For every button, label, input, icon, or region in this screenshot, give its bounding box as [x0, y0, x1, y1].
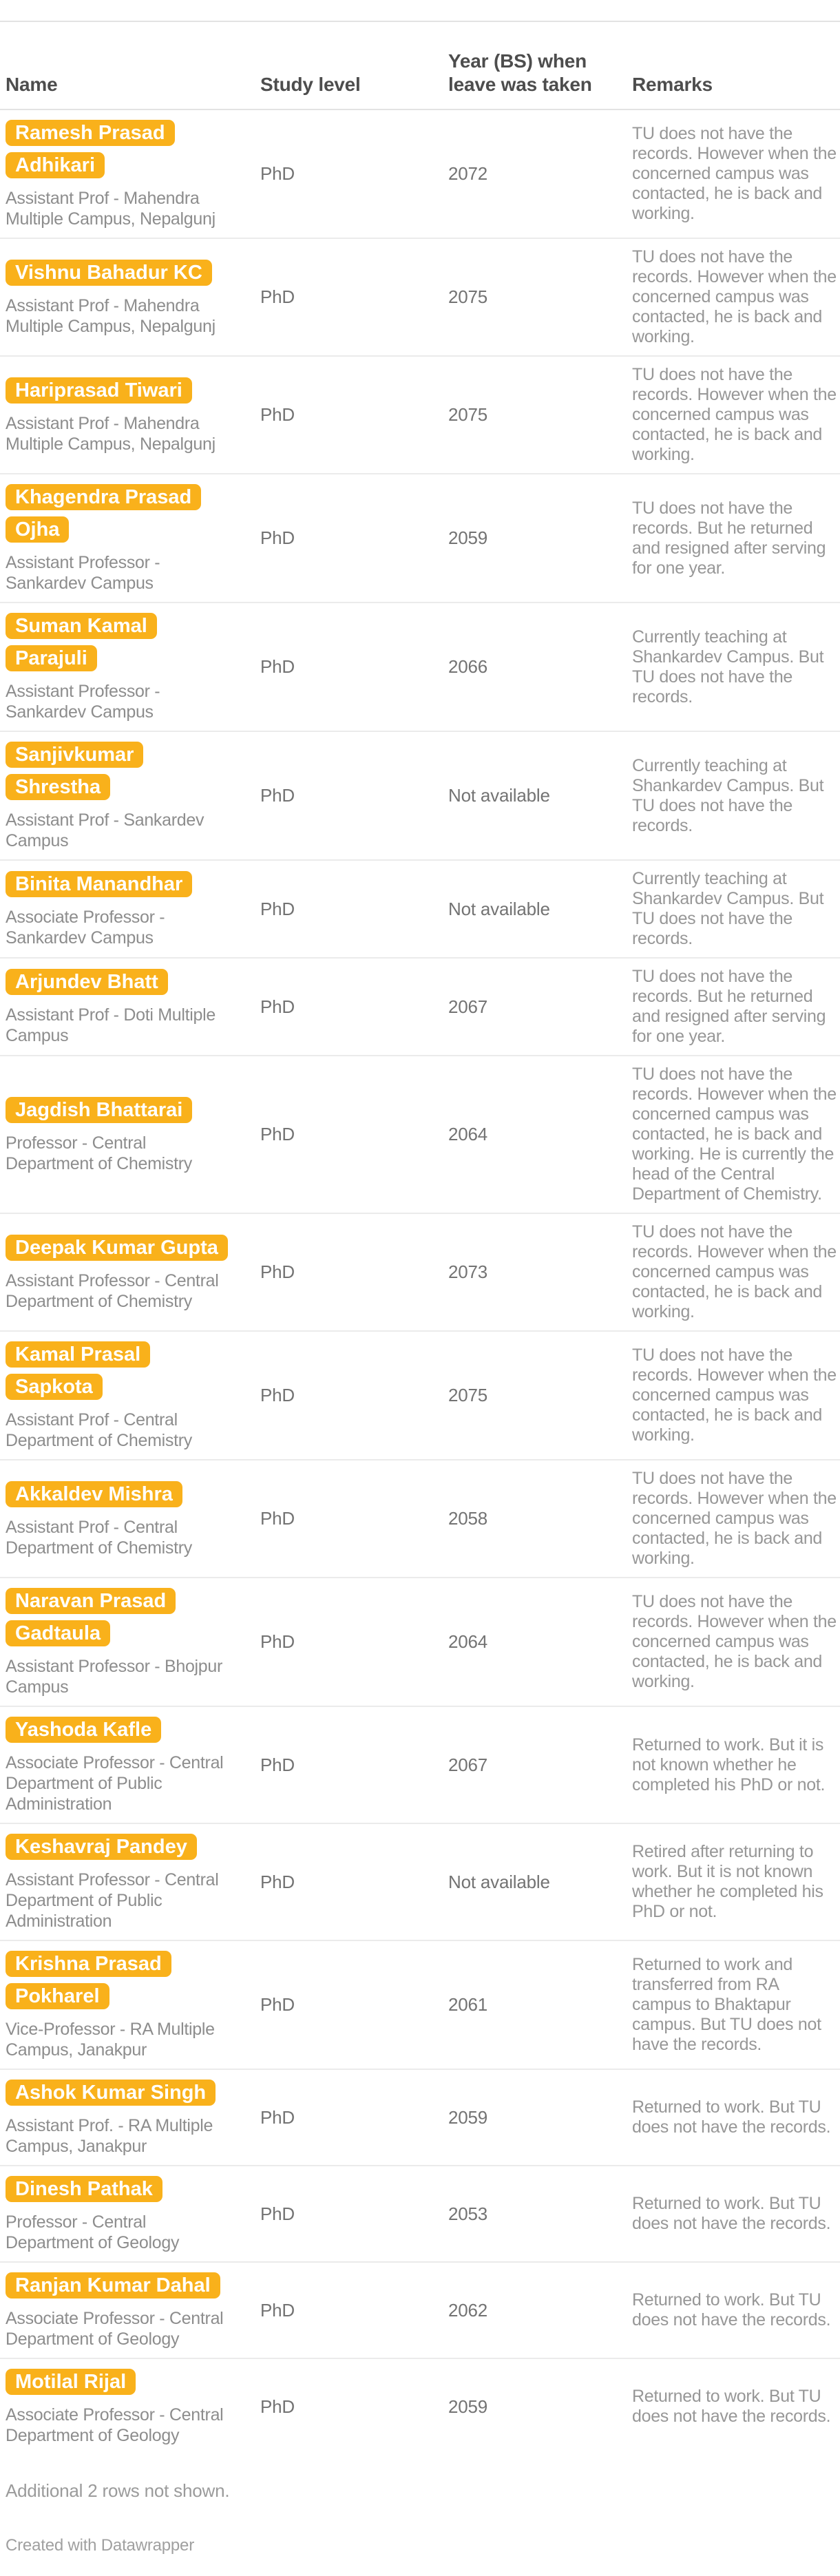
table-row — [0, 238, 840, 356]
person-title: Assistant Professor - Central Department of Public Administration — [6, 1870, 219, 1931]
remarks-cell: Currently teaching at Shankardev Campus. But TU does not have the records. — [632, 603, 840, 731]
remarks-cell: Returned to work. But TU does not have the records. — [632, 2262, 840, 2358]
table-header — [0, 21, 840, 109]
name-cell — [0, 474, 260, 603]
study-level-cell: PhD — [260, 860, 448, 958]
year-cell: 2059 — [448, 2358, 632, 2454]
highlighted-name: Yashoda Kafle — [6, 1717, 161, 1743]
table-body — [0, 109, 840, 2454]
year-cell: 2059 — [448, 474, 632, 603]
remarks-cell: Returned to work. But it is not known whether he completed his PhD or not. — [632, 1706, 840, 1823]
person-title: Assistant Professor - Bhojpur Campus — [6, 1657, 223, 1697]
highlighted-name: Ramesh Prasad Adhikari — [6, 120, 175, 178]
highlighted-name: Kamal Prasal Sapkota — [6, 1341, 150, 1400]
highlighted-name: Binita Manandhar — [6, 871, 192, 897]
name-cell — [0, 2166, 260, 2262]
highlighted-name: Dinesh Pathak — [6, 2176, 162, 2202]
person-title: Assistant Prof - Mahendra Multiple Campus, Nepalgunj — [6, 295, 216, 336]
study-level-cell: PhD — [260, 731, 448, 860]
table-row — [0, 2069, 840, 2166]
year-cell: 2075 — [448, 238, 632, 356]
name-cell — [0, 1823, 260, 1940]
year-cell: 2053 — [448, 2166, 632, 2262]
year-cell: Not available — [448, 860, 632, 958]
highlighted-name: Akkaldev Mishra — [6, 1481, 182, 1507]
year-cell: Not available — [448, 731, 632, 860]
footer-note: Additional 2 rows not shown. — [6, 2480, 230, 2501]
remarks-cell: Returned to work. But TU does not have the records. — [632, 2069, 840, 2166]
remarks-cell: TU does not have the records. However when the concerned campus was contacted, he is back and working. — [632, 1578, 840, 1706]
name-cell — [0, 958, 260, 1056]
remarks-cell: Returned to work. But TU does not have the records. — [632, 2358, 840, 2454]
name-cell — [0, 2358, 260, 2454]
person-title: Assistant Prof - Doti Multiple Campus — [6, 1005, 216, 1045]
name-cell — [0, 1578, 260, 1706]
remarks-cell: TU does not have the records. However when the concerned campus was contacted, he is back and working. — [632, 1331, 840, 1460]
table-row — [0, 603, 840, 731]
table-row — [0, 958, 840, 1056]
study-level-cell: PhD — [260, 1056, 448, 1213]
name-cell — [0, 860, 260, 958]
year-cell: 2073 — [448, 1213, 632, 1331]
remarks-cell: TU does not have the records. But he returned and resigned after serving for one year. — [632, 474, 840, 603]
person-title: Assistant Professor - Sankardev Campus — [6, 682, 160, 722]
study-level-cell: PhD — [260, 1706, 448, 1823]
name-cell — [0, 731, 260, 860]
highlighted-name: Naravan Prasad Gadtaula — [6, 1588, 176, 1646]
highlighted-name: Sanjivkumar Shrestha — [6, 742, 143, 800]
person-title: Associate Professor - Sankardev Campus — [6, 908, 165, 947]
person-title: Assistant Prof - Central Department of Chemistry — [6, 1517, 192, 1558]
year-cell: 2064 — [448, 1578, 632, 1706]
remarks-cell: TU does not have the records. However when the concerned campus was contacted, he is back and working. — [632, 1213, 840, 1331]
study-level-cell: PhD — [260, 1213, 448, 1331]
study-level-cell: PhD — [260, 474, 448, 603]
table-row — [0, 1056, 840, 1213]
highlighted-name: Khagendra Prasad Ojha — [6, 484, 201, 543]
name-cell — [0, 1331, 260, 1460]
person-title: Assistant Professor - Central Department of Chemistry — [6, 1270, 219, 1311]
table-row — [0, 1578, 840, 1706]
table-row — [0, 1331, 840, 1460]
remarks-cell: Currently teaching at Shankardev Campus. But TU does not have the records. — [632, 860, 840, 958]
name-cell — [0, 1940, 260, 2069]
highlighted-name: Deepak Kumar Gupta — [6, 1235, 228, 1261]
study-level-cell: PhD — [260, 1578, 448, 1706]
name-cell — [0, 603, 260, 731]
study-level-cell: PhD — [260, 109, 448, 238]
study-level-cell: PhD — [260, 1823, 448, 1940]
table-row — [0, 2166, 840, 2262]
name-cell — [0, 2262, 260, 2358]
table-row — [0, 1823, 840, 1940]
column-header-year: Year (BS) when leave was taken — [448, 21, 632, 109]
year-cell: 2064 — [448, 1056, 632, 1213]
study-level-cell: PhD — [260, 958, 448, 1056]
remarks-cell: TU does not have the records. However when the concerned campus was contacted, he is back and working. He is currently the head of the Central Department of Chemistry. — [632, 1056, 840, 1213]
person-title: Associate Professor - Central Department of Geology — [6, 2309, 224, 2349]
remarks-cell: Retired after returning to work. But it is not known whether he completed his PhD or not. — [632, 1823, 840, 1940]
table-row — [0, 731, 840, 860]
name-cell — [0, 1213, 260, 1331]
table-row — [0, 860, 840, 958]
table-row — [0, 2358, 840, 2454]
table-row — [0, 1460, 840, 1578]
column-header-name: Name — [0, 21, 260, 109]
year-cell: 2061 — [448, 1940, 632, 2069]
name-cell — [0, 1056, 260, 1213]
table-row — [0, 1706, 840, 1823]
study-level-cell: PhD — [260, 356, 448, 474]
person-title: Associate Professor - Central Department of Geology — [6, 2405, 224, 2445]
highlighted-name: Keshavraj Pandey — [6, 1834, 197, 1860]
study-level-cell: PhD — [260, 2166, 448, 2262]
remarks-cell: Currently teaching at Shankardev Campus. But TU does not have the records. — [632, 731, 840, 860]
year-cell: 2066 — [448, 603, 632, 731]
study-level-cell: PhD — [260, 238, 448, 356]
leave-records-table — [0, 21, 840, 2454]
highlighted-name: Jagdish Bhattarai — [6, 1097, 192, 1123]
study-level-cell: PhD — [260, 1940, 448, 2069]
person-title: Associate Professor - Central Department of Public Administration — [6, 1753, 224, 1814]
remarks-cell: TU does not have the records. However when the concerned campus was contacted, he is back and working. — [632, 1460, 840, 1578]
highlighted-name: Arjundev Bhatt — [6, 969, 168, 995]
table-row — [0, 1940, 840, 2069]
year-cell: Not available — [448, 1823, 632, 1940]
highlighted-name: Suman Kamal Parajuli — [6, 613, 157, 671]
highlighted-name: Ashok Kumar Singh — [6, 2080, 216, 2106]
remarks-cell: Returned to work and transferred from RA campus to Bhaktapur campus. But TU does not have the records. — [632, 1940, 840, 2069]
name-cell — [0, 2069, 260, 2166]
column-header-study-level: Study level — [260, 21, 448, 109]
highlighted-name: Krishna Prasad Pokharel — [6, 1951, 171, 2009]
table-row — [0, 109, 840, 238]
year-cell: 2062 — [448, 2262, 632, 2358]
person-title: Vice-Professor - RA Multiple Campus, Janakpur — [6, 2020, 215, 2060]
name-cell — [0, 109, 260, 238]
column-header-remarks: Remarks — [632, 21, 840, 109]
table-row — [0, 356, 840, 474]
study-level-cell: PhD — [260, 2262, 448, 2358]
table-row — [0, 2262, 840, 2358]
person-title: Professor - Central Department of Chemistry — [6, 1133, 192, 1173]
person-title: Assistant Prof - Sankardev Campus — [6, 810, 204, 850]
year-cell: 2067 — [448, 1706, 632, 1823]
table-row — [0, 474, 840, 603]
person-title: Assistant Prof - Central Department of Chemistry — [6, 1410, 192, 1450]
study-level-cell: PhD — [260, 2069, 448, 2166]
name-cell — [0, 356, 260, 474]
year-cell: 2059 — [448, 2069, 632, 2166]
table-row — [0, 1213, 840, 1331]
remarks-cell: TU does not have the records. However when the concerned campus was contacted, he is back and working. — [632, 238, 840, 356]
highlighted-name: Ranjan Kumar Dahal — [6, 2272, 220, 2298]
person-title: Assistant Prof - Mahendra Multiple Campus, Nepalgunj — [6, 413, 216, 454]
remarks-cell: TU does not have the records. However when the concerned campus was contacted, he is back and working. — [632, 356, 840, 474]
study-level-cell: PhD — [260, 2358, 448, 2454]
person-title: Assistant Prof - Mahendra Multiple Campus, Nepalgunj — [6, 189, 216, 229]
year-cell: 2075 — [448, 1331, 632, 1460]
highlighted-name: Motilal Rijal — [6, 2369, 136, 2395]
name-cell — [0, 238, 260, 356]
person-title: Professor - Central Department of Geology — [6, 2212, 180, 2252]
year-cell: 2075 — [448, 356, 632, 474]
study-level-cell: PhD — [260, 1460, 448, 1578]
remarks-cell: TU does not have the records. However when the concerned campus was contacted, he is back and working. — [632, 109, 840, 238]
name-cell — [0, 1706, 260, 1823]
remarks-cell: TU does not have the records. But he returned and resigned after serving for one year. — [632, 958, 840, 1056]
year-cell: 2072 — [448, 109, 632, 238]
person-title: Assistant Professor - Sankardev Campus — [6, 553, 160, 593]
highlighted-name: Vishnu Bahadur KC — [6, 260, 212, 286]
highlighted-name: Hariprasad Tiwari — [6, 377, 192, 404]
remarks-cell: Returned to work. But TU does not have the records. — [632, 2166, 840, 2262]
study-level-cell: PhD — [260, 603, 448, 731]
year-cell: 2067 — [448, 958, 632, 1056]
person-title: Assistant Prof. - RA Multiple Campus, Janakpur — [6, 2116, 213, 2156]
year-cell: 2058 — [448, 1460, 632, 1578]
study-level-cell: PhD — [260, 1331, 448, 1460]
datawrapper-credit-link[interactable]: Created with Datawrapper — [6, 2536, 195, 2555]
name-cell — [0, 1460, 260, 1578]
